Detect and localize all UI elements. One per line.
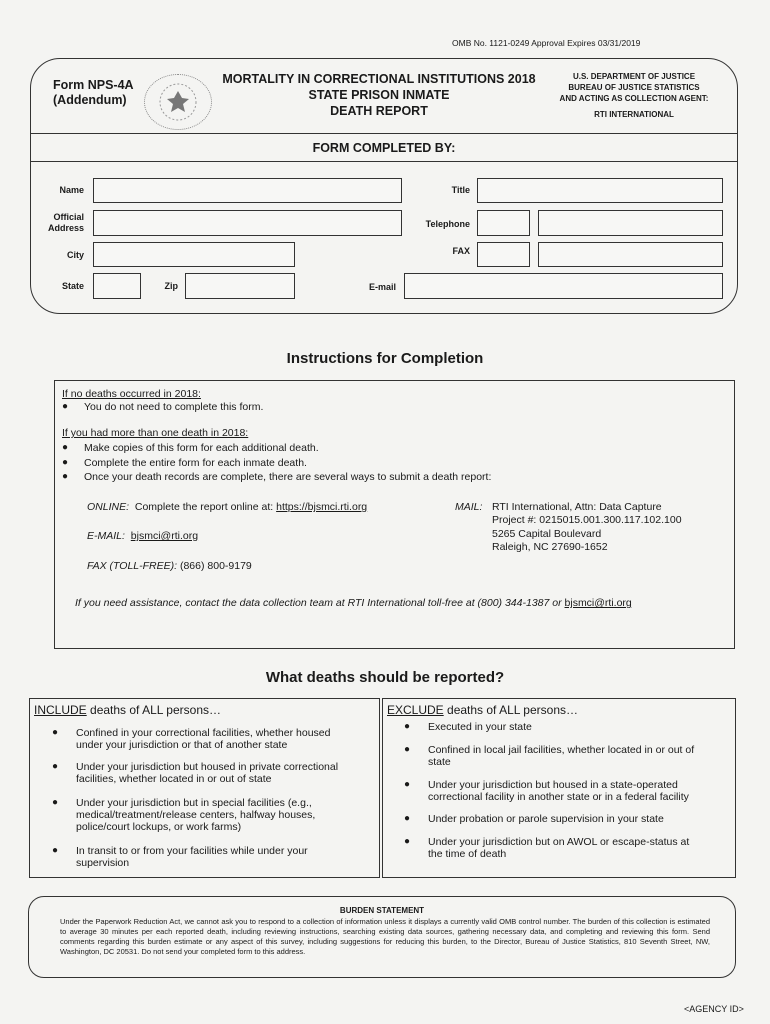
agency-info: [546, 71, 722, 120]
title-line-2: STATE PRISON INMATE: [308, 88, 450, 102]
city-label: City: [66, 250, 84, 260]
address-field[interactable]: [93, 210, 402, 236]
state-label: State: [61, 281, 84, 291]
exclude-heading: [387, 703, 578, 717]
city-field[interactable]: [93, 242, 295, 267]
assistance-email-link[interactable]: bjsmci@rti.org: [564, 597, 632, 609]
mail-label: MAIL:: [455, 501, 483, 513]
mail-line-1: RTI International, Attn: Data Capture: [492, 501, 662, 513]
state-field[interactable]: [93, 273, 141, 299]
bullet-icon: ●: [404, 744, 411, 755]
include-item-3-line: medical/treatment/release centers, halfway houses,: [76, 809, 316, 821]
report-title: [212, 71, 546, 119]
include-item-3-line: Under your jurisdiction but in special facilities (e.g.,: [76, 797, 312, 809]
exclude-item-4: [428, 813, 664, 825]
bullet-icon: ●: [52, 797, 59, 808]
include-item-3: [76, 797, 315, 833]
exclude-item-3-line: correctional facility in another state or in a federal facility: [428, 791, 689, 803]
online-url-link[interactable]: https://bjsmci.rti.org: [276, 501, 368, 513]
include-item-2-line: facilities, whether located in or out of state: [76, 773, 272, 785]
form-addendum: (Addendum): [53, 93, 127, 107]
agency-line-1: U.S. DEPARTMENT OF JUSTICE: [572, 72, 696, 81]
exclude-rest: deaths of ALL persons…: [443, 703, 578, 717]
include-heading: [34, 703, 221, 717]
assistance-line: [75, 597, 632, 610]
include-item-1-line: Confined in your correctional facilities, whether housed: [76, 727, 331, 739]
bullet-icon: ●: [52, 845, 59, 856]
bullet-icon: ●: [404, 836, 411, 847]
exclude-item-5: [428, 836, 689, 860]
online-line: [87, 501, 367, 514]
exclude-item-5-line: Under your jurisdiction but on AWOL or escape-status at: [428, 836, 690, 848]
exclude-item-2: [428, 744, 694, 768]
zip-field[interactable]: [185, 273, 295, 299]
form-id: [53, 78, 134, 108]
exclude-item-3: [428, 779, 689, 803]
mail-line-2: Project #: 0215015.001.300.117.102.100: [492, 514, 682, 526]
zip-label: Zip: [164, 281, 178, 291]
no-deaths-heading: If no deaths occurred in 2018:: [62, 388, 201, 400]
include-item-1-line: under your jurisdiction or that of another state: [76, 739, 288, 751]
include-rest: deaths of ALL persons…: [86, 703, 221, 717]
online-text: Complete the report online at:: [134, 501, 274, 513]
name-label: Name: [59, 185, 84, 195]
fax-number-field[interactable]: [538, 242, 723, 267]
telephone-label: Telephone: [425, 219, 470, 229]
include-item-2: [76, 761, 338, 785]
agency-line-4: RTI INTERNATIONAL: [594, 110, 674, 119]
agency-line-2: BUREAU OF JUSTICE STATISTICS: [568, 83, 700, 92]
address-label-line-1: Official: [53, 212, 84, 222]
include-item-2-line: Under your jurisdiction but housed in private correctional: [76, 761, 339, 773]
bullet-icon: ●: [62, 457, 69, 468]
mail-line-3: 5265 Capital Boulevard: [492, 528, 602, 540]
bullet-icon: ●: [52, 761, 59, 772]
bullet-icon: ●: [404, 813, 411, 824]
burden-text: Under the Paperwork Reduction Act, we cannot ask you to respond to a collection of information unless it displays a currently valid OMB control number. The burden of this collection is estimated to average 30 minutes per each reported death, including reviewing instructions, searching existing data sources, gathering necessary data, and completing and reviewing this form. Send comments regarding this burden estimate or any aspect of this survey, including suggestions for reducing this burden, to the Director, Bureau of Justice Statistics, 810 Seventh Street, NW, Washington, DC 20531. Do not send your completed form to this address.: [60, 917, 710, 956]
include-item-4: [76, 845, 308, 869]
more-bullet-3: Once your death records are complete, there are several ways to submit a death report:: [84, 471, 492, 483]
doj-seal-icon: [144, 74, 212, 130]
exclude-item-2-line: state: [428, 756, 451, 768]
completed-by-heading: FORM COMPLETED BY:: [312, 141, 456, 155]
name-field[interactable]: [93, 178, 402, 203]
exclude-item-4-line: Under probation or parole supervision in your state: [428, 813, 664, 825]
more-bullet-1: Make copies of this form for each additional death.: [84, 442, 319, 454]
include-item-4-line: supervision: [76, 857, 130, 869]
burden-heading: BURDEN STATEMENT: [339, 906, 425, 915]
bullet-icon: ●: [62, 401, 69, 412]
online-label: ONLINE:: [87, 501, 130, 513]
title-field[interactable]: [477, 178, 723, 203]
title-line-1: MORTALITY IN CORRECTIONAL INSTITUTIONS 2018: [222, 72, 536, 86]
fax-area-code-field[interactable]: [477, 242, 530, 267]
mail-line-4: Raleigh, NC 27690-1652: [492, 541, 608, 553]
address-label-line-2: Address: [47, 223, 84, 233]
include-item-3-line: police/court lockups, or work farms): [76, 821, 242, 833]
address-label: [30, 212, 84, 234]
assistance-text: If you need assistance, contact the data collection team at RTI International toll-free at (800) 344-1387 or: [75, 597, 562, 609]
email-line: [87, 530, 198, 543]
fax-instr-label: FAX (TOLL-FREE):: [87, 560, 178, 572]
more-bullet-2: Complete the entire form for each inmate death.: [84, 457, 307, 469]
exclude-word: EXCLUDE: [387, 703, 444, 717]
telephone-area-code-field[interactable]: [477, 210, 530, 236]
bullet-icon: ●: [62, 442, 69, 453]
exclude-item-3-line: Under your jurisdiction but housed in a state-operated: [428, 779, 678, 791]
agency-line-3: AND ACTING AS COLLECTION AGENT:: [559, 94, 709, 103]
no-deaths-bullet: You do not need to complete this form.: [84, 401, 264, 413]
exclude-item-2-line: Confined in local jail facilities, whether located in or out of: [428, 744, 695, 756]
form-number: Form NPS-4A: [53, 78, 134, 92]
title-label: Title: [451, 185, 470, 195]
exclude-item-1-line: Executed in your state: [428, 721, 532, 733]
exclude-item-5-line: the time of death: [428, 848, 507, 860]
email-label: E-mail: [368, 282, 396, 292]
include-item-1: [76, 727, 330, 751]
email-address-link[interactable]: bjsmci@rti.org: [130, 530, 199, 542]
fax-line: [87, 560, 252, 573]
email-instr-label: E-MAIL:: [87, 530, 125, 542]
omb-approval: OMB No. 1121-0249 Approval Expires 03/31/2019: [452, 38, 641, 48]
agency-id: <AGENCY ID>: [684, 1004, 744, 1014]
include-item-4-line: In transit to or from your facilities while under your: [76, 845, 308, 857]
fax-instr-number: (866) 800-9179: [179, 560, 252, 572]
include-word: INCLUDE: [34, 703, 87, 717]
instructions-heading: Instructions for Completion: [286, 350, 484, 367]
telephone-number-field[interactable]: [538, 210, 723, 236]
fax-label: FAX: [452, 246, 470, 256]
divider: [30, 161, 738, 162]
bullet-icon: ●: [404, 721, 411, 732]
what-deaths-heading: What deaths should be reported?: [265, 669, 505, 686]
exclude-item-1: [428, 721, 532, 733]
more-deaths-heading: If you had more than one death in 2018:: [62, 427, 249, 439]
title-line-3: DEATH REPORT: [330, 104, 428, 118]
bullet-icon: ●: [404, 779, 411, 790]
bullet-icon: ●: [62, 471, 69, 482]
email-field[interactable]: [404, 273, 723, 299]
bullet-icon: ●: [52, 727, 59, 738]
divider: [30, 133, 738, 134]
